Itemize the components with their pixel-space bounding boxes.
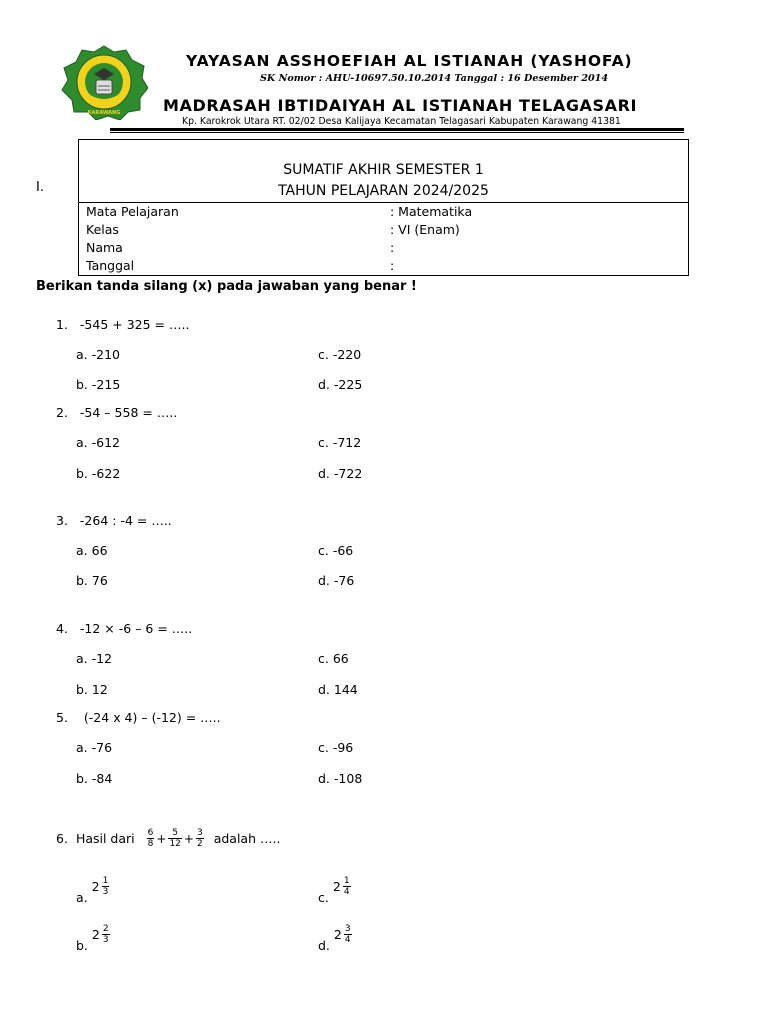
- option-2a[interactable]: a. -612: [76, 435, 120, 450]
- option-4d[interactable]: d. 144: [318, 682, 358, 697]
- school-address: Kp. Karokrok Utara RT. 02/02 Desa Kalijaya Kecamatan Telagasari Kabupaten Karawang 41381: [182, 116, 621, 127]
- question-text: Hasil dari: [75, 831, 135, 846]
- info-value-subject: : Matematika: [390, 204, 473, 219]
- option-3d[interactable]: d. -76: [318, 573, 355, 588]
- instruction: Berikan tanda silang (x) pada jawaban yang benar !: [36, 279, 417, 294]
- info-value-class: : VI (Enam): [390, 222, 460, 237]
- option-4b[interactable]: b. 12: [76, 682, 108, 697]
- info-value-date: :: [390, 258, 395, 273]
- info-label-subject: Mata Pelajaran: [86, 204, 179, 219]
- plus-sign: +: [156, 831, 167, 846]
- header-rule-thick: [110, 128, 684, 131]
- option-6b[interactable]: b. 2 $\frac{2}{3}$: [76, 924, 109, 953]
- option-1b[interactable]: b. -215: [76, 377, 121, 392]
- option-3c[interactable]: c. -66: [318, 543, 354, 558]
- section-number: I.: [36, 180, 44, 195]
- question-number: 3.: [56, 513, 68, 528]
- foundation-name: YAYASAN ASSHOEFIAH AL ISTIANAH (YASHOFA): [186, 52, 633, 70]
- question-number: 6.: [56, 831, 68, 846]
- fraction: $\frac{3}{2}$: [196, 828, 203, 849]
- question-number: 4.: [56, 621, 68, 636]
- question-3: [56, 513, 172, 528]
- question-4: [56, 621, 192, 636]
- info-label-name: Nama: [86, 240, 123, 255]
- option-1d[interactable]: d. -225: [318, 377, 363, 392]
- option-6c[interactable]: c. 2 $\frac{1}{4}$: [318, 876, 350, 905]
- exam-title: SUMATIF AKHIR SEMESTER 1: [283, 162, 484, 178]
- option-4c[interactable]: c. 66: [318, 651, 349, 666]
- question-text: -54 – 558 = …..: [79, 405, 178, 420]
- header-rule-thin: [110, 132, 684, 133]
- question-text: -264 : -4 = …..: [79, 513, 172, 528]
- fraction: $\frac{6}{8}$: [147, 828, 154, 849]
- option-5c[interactable]: c. -96: [318, 740, 354, 755]
- info-label-class: Kelas: [86, 222, 119, 237]
- option-2b[interactable]: b. -622: [76, 466, 121, 481]
- option-5b[interactable]: b. -84: [76, 771, 113, 786]
- question-2: [56, 405, 177, 420]
- option-3b[interactable]: b. 76: [76, 573, 108, 588]
- question-number: 1.: [56, 317, 68, 332]
- option-4a[interactable]: a. -12: [76, 651, 113, 666]
- info-label-date: Tanggal: [86, 258, 135, 273]
- svg-text:KARAWANG: KARAWANG: [87, 110, 121, 116]
- question-text: (-24 x 4) – (-12) = …..: [83, 710, 221, 725]
- school-name: MADRASAH IBTIDAIYAH AL ISTIANAH TELAGASARI: [163, 96, 638, 115]
- question-5: [56, 710, 221, 725]
- exam-info-divider: [78, 202, 689, 203]
- plus-sign: +: [183, 831, 194, 846]
- question-number: 2.: [56, 405, 68, 420]
- question-1: [56, 317, 189, 332]
- fraction: $\frac{5}{12}$: [169, 828, 181, 849]
- option-5d[interactable]: d. -108: [318, 771, 363, 786]
- option-6a[interactable]: a. 2 $\frac{1}{3}$: [76, 876, 109, 905]
- question-6: [56, 828, 280, 849]
- option-2c[interactable]: c. -712: [318, 435, 362, 450]
- option-5a[interactable]: a. -76: [76, 740, 113, 755]
- info-value-name: :: [390, 240, 395, 255]
- question-number: 5.: [56, 710, 68, 725]
- option-1c[interactable]: c. -220: [318, 347, 362, 362]
- sk-number: SK Nomor : AHU-10697.50.10.2014 Tanggal : 16 Desember 2014: [260, 73, 609, 84]
- option-2d[interactable]: d. -722: [318, 466, 363, 481]
- question-text-end: adalah …..: [213, 831, 281, 846]
- option-6d[interactable]: d. 2 $\frac{3}{4}$: [318, 924, 351, 953]
- question-text: -545 + 325 = …..: [79, 317, 190, 332]
- school-logo: [60, 44, 148, 120]
- exam-year: TAHUN PELAJARAN 2024/2025: [278, 183, 489, 199]
- option-1a[interactable]: a. -210: [76, 347, 120, 362]
- question-text: -12 × -6 – 6 = …..: [79, 621, 193, 636]
- option-3a[interactable]: a. 66: [76, 543, 108, 558]
